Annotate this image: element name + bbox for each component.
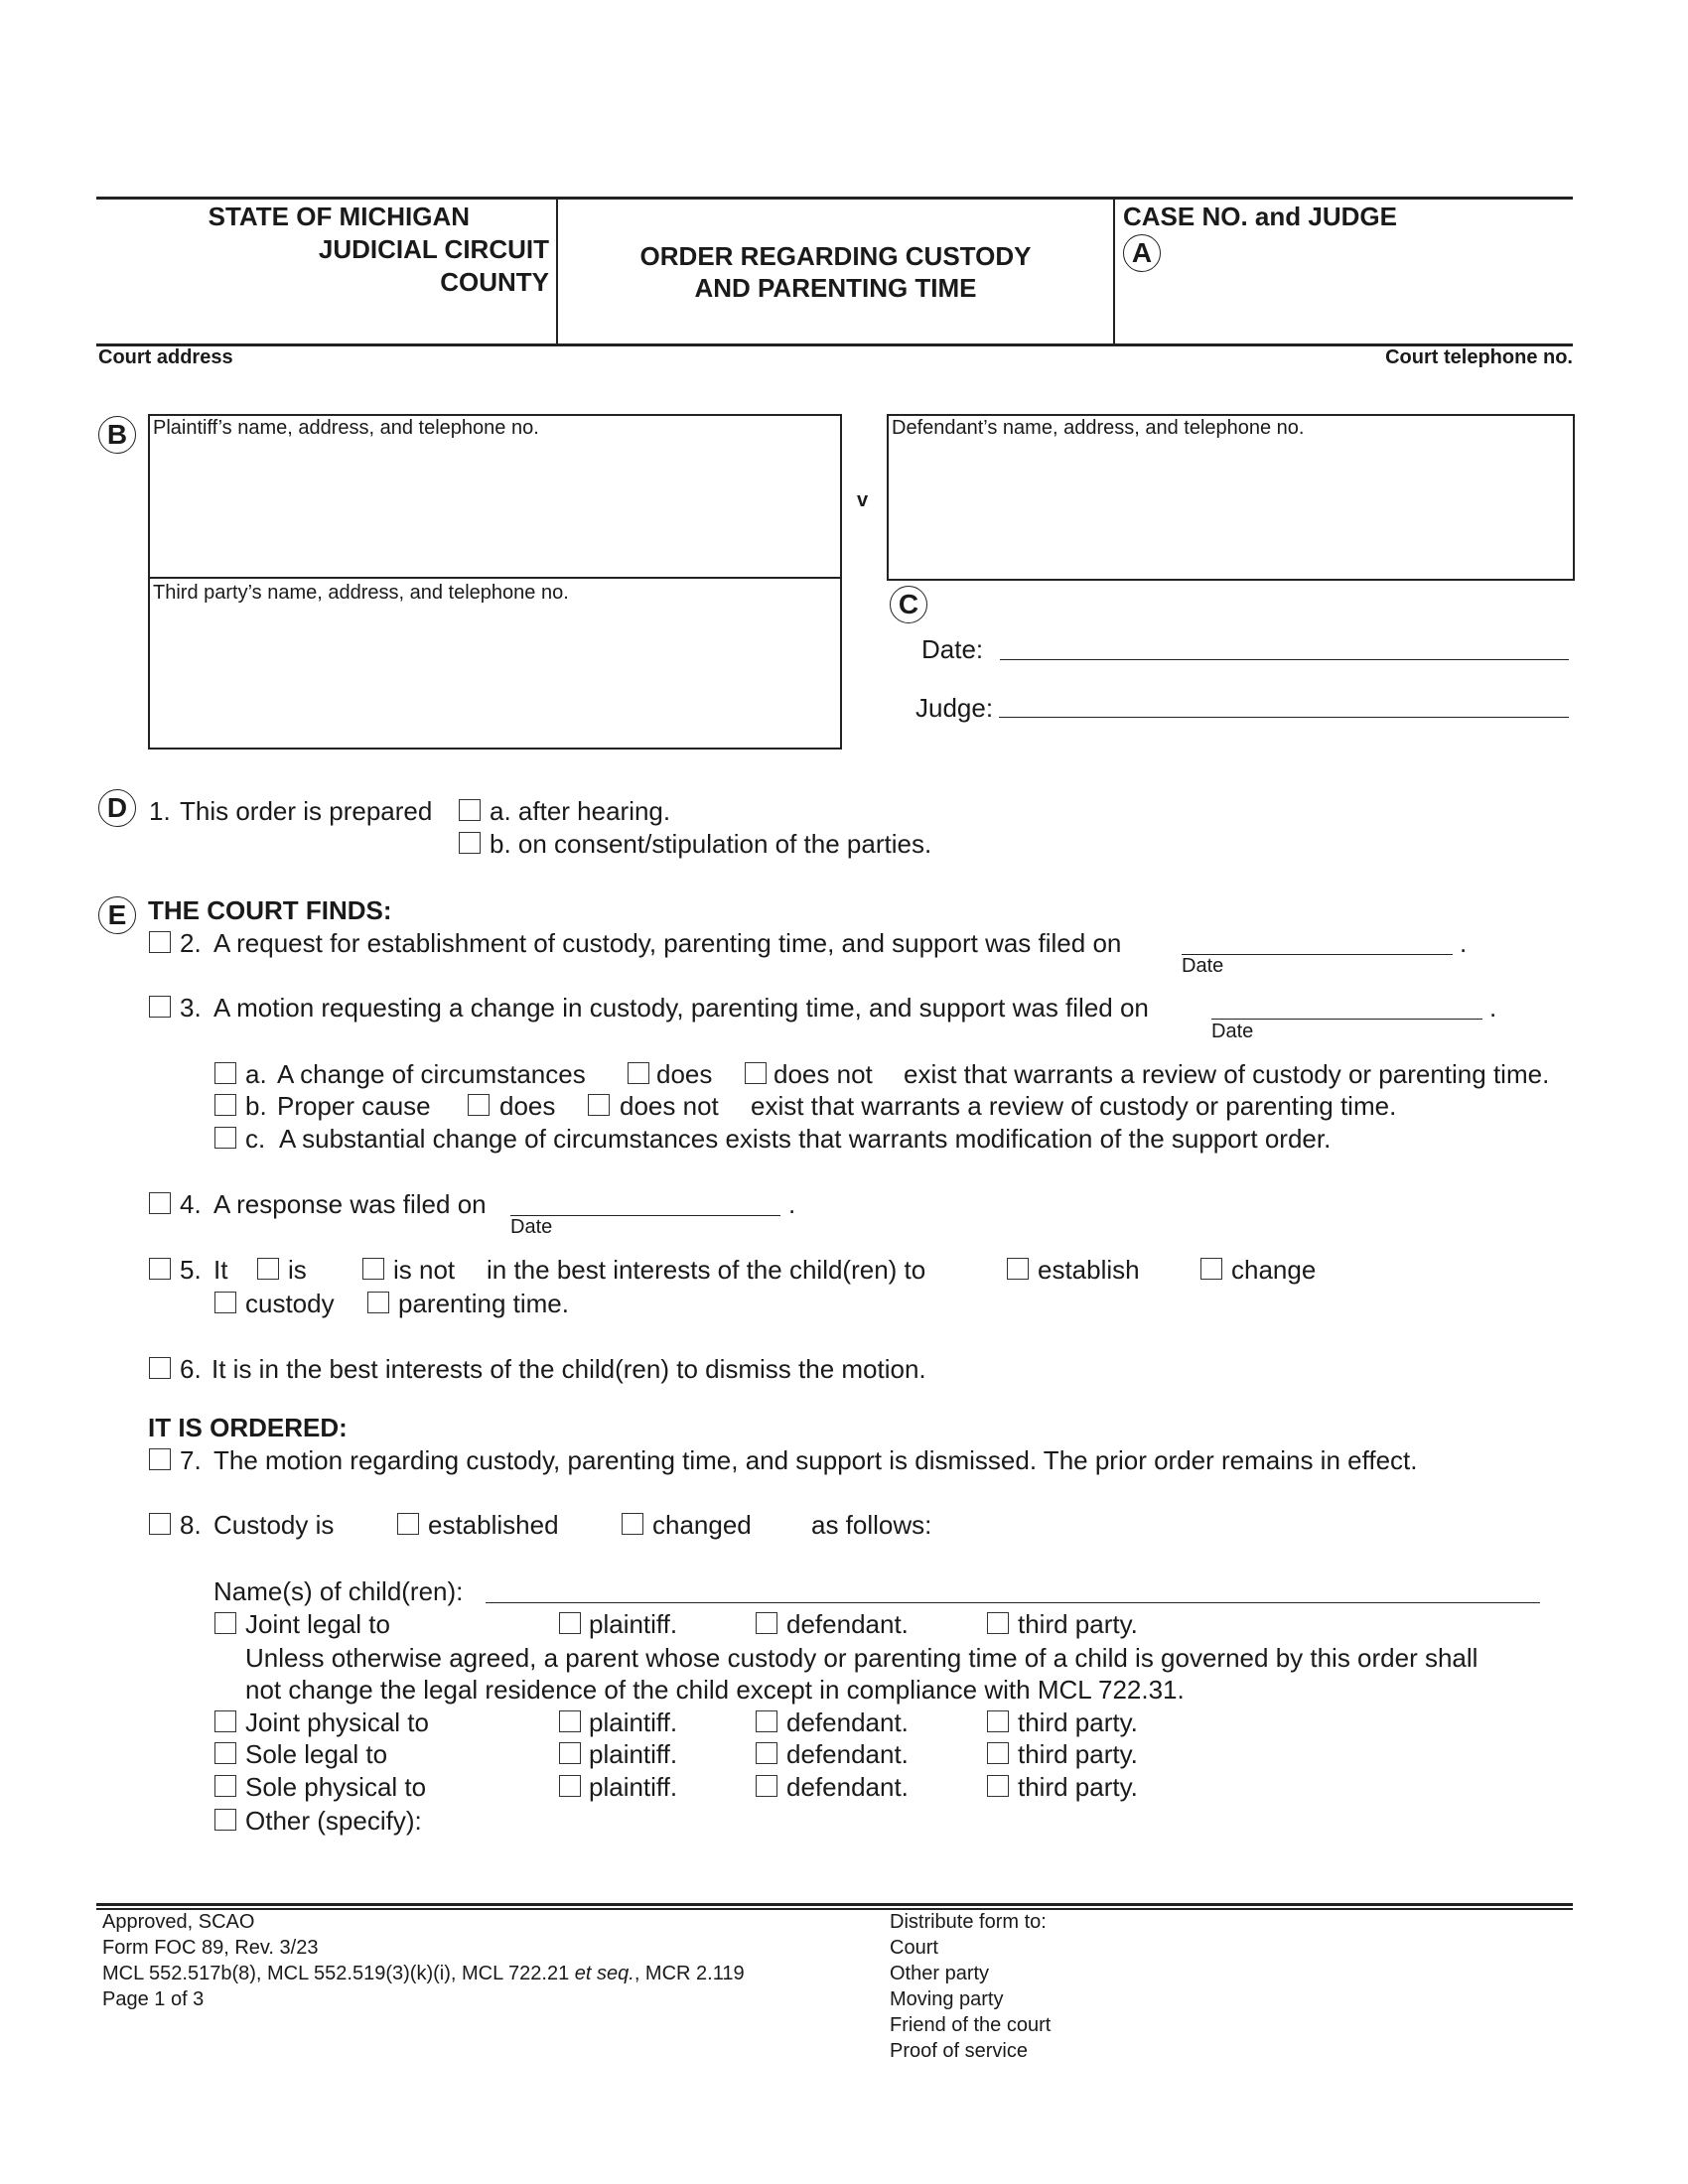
court-address-label: Court address bbox=[98, 346, 233, 368]
custody-checkbox[interactable] bbox=[214, 1292, 236, 1313]
divider bbox=[556, 199, 558, 344]
third-party-checkbox[interactable] bbox=[987, 1612, 1009, 1634]
item-6-text: It is in the best interests of the child(ren) to dismiss the motion. bbox=[211, 1354, 926, 1384]
circuit-label: JUDICIAL CIRCUIT bbox=[318, 234, 549, 264]
third-party-option: third party. bbox=[1018, 1609, 1138, 1639]
third-party-checkbox[interactable] bbox=[987, 1775, 1009, 1797]
as-follows-label: as follows: bbox=[811, 1510, 932, 1540]
period: . bbox=[1460, 928, 1468, 958]
plaintiff-option: plaintiff. bbox=[589, 1739, 678, 1769]
county-label: COUNTY bbox=[440, 267, 549, 297]
item-4-text: A response was filed on bbox=[213, 1189, 487, 1219]
item-4-num: 4. bbox=[180, 1189, 202, 1219]
divider bbox=[1113, 199, 1115, 344]
plaintiff-option: plaintiff. bbox=[589, 1707, 678, 1737]
item-3b-does-not-checkbox[interactable] bbox=[588, 1094, 610, 1116]
item-3a-rest: exist that warrants a review of custody or parenting time. bbox=[904, 1059, 1550, 1089]
date-label: Date: bbox=[921, 634, 984, 664]
item-3-checkbox[interactable] bbox=[149, 996, 171, 1018]
defendant-option: defendant. bbox=[786, 1772, 909, 1802]
custody-type-label: Joint physical to bbox=[245, 1707, 429, 1737]
item-8-num: 8. bbox=[180, 1510, 202, 1540]
establish-label: establish bbox=[1038, 1255, 1140, 1285]
case-no-label: CASE NO. and JUDGE bbox=[1123, 202, 1397, 231]
changed-label: changed bbox=[652, 1510, 752, 1540]
period: . bbox=[1489, 993, 1497, 1023]
plaintiff-checkbox[interactable] bbox=[559, 1612, 581, 1634]
form-title-2: AND PARENTING TIME bbox=[694, 273, 977, 303]
marker-e: E bbox=[98, 896, 136, 934]
item-3a-text: A change of circumstances bbox=[277, 1059, 586, 1089]
item-3b-does-checkbox[interactable] bbox=[468, 1094, 490, 1116]
does-not-label: does not bbox=[774, 1059, 873, 1089]
item-1-text: This order is prepared bbox=[180, 796, 433, 826]
judge-field[interactable] bbox=[999, 717, 1569, 718]
date-caption: Date bbox=[510, 1216, 553, 1238]
defendant-checkbox[interactable] bbox=[756, 1775, 777, 1797]
item-2-checkbox[interactable] bbox=[149, 931, 171, 953]
parenting-time-checkbox[interactable] bbox=[367, 1292, 389, 1313]
footer-rule bbox=[96, 1903, 1573, 1906]
established-label: established bbox=[428, 1510, 559, 1540]
custody-type-checkbox[interactable] bbox=[214, 1775, 236, 1797]
custody-type-label: Sole legal to bbox=[245, 1739, 388, 1769]
parenting-time-label: parenting time. bbox=[398, 1289, 569, 1318]
distribute-label: Distribute form to: bbox=[890, 1911, 1047, 1933]
defendant-option: defendant. bbox=[786, 1609, 909, 1639]
marker-c: C bbox=[890, 586, 927, 623]
item-5-it: It bbox=[213, 1255, 228, 1285]
item-1-num: 1. bbox=[149, 796, 171, 826]
third-party-option: third party. bbox=[1018, 1707, 1138, 1737]
defendant-label: Defendant’s name, address, and telephone no. bbox=[892, 417, 1305, 439]
custody-type-checkbox[interactable] bbox=[214, 1742, 236, 1764]
item-8-text: Custody is bbox=[213, 1510, 335, 1540]
distribution-item: Court bbox=[890, 1937, 938, 1959]
top-rule bbox=[96, 197, 1573, 200]
item-7-checkbox[interactable] bbox=[149, 1448, 171, 1470]
court-rule: , MCR 2.119 bbox=[633, 1963, 745, 1984]
item-6-num: 6. bbox=[180, 1354, 202, 1384]
item-3-text: A motion requesting a change in custody, parenting time, and support was filed on bbox=[213, 993, 1149, 1023]
item-2-num: 2. bbox=[180, 928, 202, 958]
plaintiff-checkbox[interactable] bbox=[559, 1710, 581, 1732]
change-checkbox[interactable] bbox=[1200, 1258, 1222, 1280]
date-caption: Date bbox=[1211, 1021, 1254, 1042]
judge-label: Judge: bbox=[915, 693, 994, 723]
defendant-checkbox[interactable] bbox=[756, 1742, 777, 1764]
item-5-checkbox[interactable] bbox=[149, 1258, 171, 1280]
footer-rule bbox=[96, 1908, 1573, 1910]
item-3a-checkbox[interactable] bbox=[214, 1062, 236, 1084]
item-6-checkbox[interactable] bbox=[149, 1357, 171, 1379]
children-names-field[interactable] bbox=[486, 1602, 1540, 1603]
distribution-item: Other party bbox=[890, 1963, 990, 1984]
distribution-item: Proof of service bbox=[890, 2040, 1028, 2062]
is-not-checkbox[interactable] bbox=[362, 1258, 384, 1280]
defendant-checkbox[interactable] bbox=[756, 1710, 777, 1732]
defendant-checkbox[interactable] bbox=[756, 1612, 777, 1634]
marker-a: A bbox=[1123, 234, 1161, 272]
court-phone-label: Court telephone no. bbox=[1385, 346, 1573, 368]
ordered-heading: IT IS ORDERED: bbox=[148, 1413, 348, 1442]
plaintiff-checkbox[interactable] bbox=[559, 1775, 581, 1797]
date-field[interactable] bbox=[1000, 659, 1569, 660]
other-checkbox[interactable] bbox=[214, 1809, 236, 1831]
statute-refs bbox=[102, 1961, 745, 1986]
header-bottom-rule bbox=[96, 343, 1573, 346]
item-7-num: 7. bbox=[180, 1445, 202, 1475]
distribution-item: Moving party bbox=[890, 1988, 1004, 2010]
item-3c-label: c. bbox=[245, 1124, 266, 1154]
plaintiff-checkbox[interactable] bbox=[559, 1742, 581, 1764]
marker-d: D bbox=[98, 789, 136, 827]
date-caption: Date bbox=[1182, 955, 1224, 977]
item-3b-rest: exist that warrants a review of custody or parenting time. bbox=[751, 1091, 1397, 1121]
is-label: is bbox=[288, 1255, 307, 1285]
third-party-option: third party. bbox=[1018, 1772, 1138, 1802]
change-label: change bbox=[1231, 1255, 1317, 1285]
state-label: STATE OF MICHIGAN bbox=[208, 202, 470, 231]
residence-note: Unless otherwise agreed, a parent whose custody or parenting time of a child is governed by this order shall bbox=[245, 1643, 1478, 1673]
is-not-label: is not bbox=[393, 1255, 456, 1285]
established-checkbox[interactable] bbox=[397, 1513, 419, 1535]
third-party-checkbox[interactable] bbox=[987, 1710, 1009, 1732]
versus-label: v bbox=[857, 489, 869, 511]
item-3b-text: Proper cause bbox=[277, 1091, 431, 1121]
period: . bbox=[788, 1189, 796, 1219]
approved-label: Approved, SCAO bbox=[102, 1911, 255, 1933]
custody-type-checkbox[interactable] bbox=[214, 1612, 236, 1634]
does-label: does bbox=[656, 1059, 713, 1089]
residence-note-2: not change the legal residence of the child except in compliance with MCL 722.31. bbox=[245, 1675, 1185, 1705]
third-party-checkbox[interactable] bbox=[987, 1742, 1009, 1764]
item-2-text: A request for establishment of custody, parenting time, and support was filed on bbox=[213, 928, 1122, 958]
does-label: does bbox=[499, 1091, 556, 1121]
item-5-text: in the best interests of the child(ren) to bbox=[487, 1255, 926, 1285]
defendant-option: defendant. bbox=[786, 1739, 909, 1769]
children-names-label: Name(s) of child(ren): bbox=[213, 1576, 464, 1606]
item-3b-label: b. bbox=[245, 1091, 267, 1121]
third-party-label: Third party’s name, address, and telephone no. bbox=[153, 582, 569, 604]
item-3b-checkbox[interactable] bbox=[214, 1094, 236, 1116]
consent-checkbox[interactable] bbox=[459, 832, 481, 854]
et-seq: et seq. bbox=[574, 1963, 634, 1984]
custody-type-label: Joint legal to bbox=[245, 1609, 390, 1639]
form-number: Form FOC 89, Rev. 3/23 bbox=[102, 1937, 319, 1959]
item-7-text: The motion regarding custody, parenting time, and support is dismissed. The prior order remains in effect. bbox=[213, 1445, 1418, 1475]
item-3c-text: A substantial change of circumstances exists that warrants modification of the support order. bbox=[279, 1124, 1332, 1154]
custody-type-label: Sole physical to bbox=[245, 1772, 427, 1802]
distribution-item: Friend of the court bbox=[890, 2014, 1052, 2036]
item-3a-does-checkbox[interactable] bbox=[628, 1062, 649, 1084]
item-3a-does-not-checkbox[interactable] bbox=[745, 1062, 767, 1084]
third-party-option: third party. bbox=[1018, 1739, 1138, 1769]
court-finds-heading: THE COURT FINDS: bbox=[148, 895, 392, 925]
marker-b: B bbox=[98, 416, 136, 454]
item-5-num: 5. bbox=[180, 1255, 202, 1285]
consent-label: b. on consent/stipulation of the parties. bbox=[490, 829, 932, 859]
custody-label: custody bbox=[245, 1289, 335, 1318]
plaintiff-option: plaintiff. bbox=[589, 1609, 678, 1639]
does-not-label: does not bbox=[620, 1091, 719, 1121]
after-hearing-checkbox[interactable] bbox=[459, 799, 481, 821]
form-title: ORDER REGARDING CUSTODY bbox=[639, 241, 1032, 271]
other-label: Other (specify): bbox=[245, 1806, 422, 1836]
changed-checkbox[interactable] bbox=[622, 1513, 643, 1535]
item-3-num: 3. bbox=[180, 993, 202, 1023]
after-hearing-label: a. after hearing. bbox=[490, 796, 671, 826]
plaintiff-label: Plaintiff’s name, address, and telephone no. bbox=[153, 417, 539, 439]
statutes: MCL 552.517b(8), MCL 552.519(3)(k)(i), MCL 722.21 bbox=[102, 1963, 575, 1984]
item-3a-label: a. bbox=[245, 1059, 267, 1089]
custody-type-checkbox[interactable] bbox=[214, 1710, 236, 1732]
is-checkbox[interactable] bbox=[257, 1258, 279, 1280]
page-number: Page 1 of 3 bbox=[102, 1988, 205, 2010]
item-8-checkbox[interactable] bbox=[149, 1513, 171, 1535]
item-3c-checkbox[interactable] bbox=[214, 1127, 236, 1149]
divider bbox=[148, 577, 840, 579]
defendant-option: defendant. bbox=[786, 1707, 909, 1737]
item-4-checkbox[interactable] bbox=[149, 1192, 171, 1214]
plaintiff-option: plaintiff. bbox=[589, 1772, 678, 1802]
establish-checkbox[interactable] bbox=[1007, 1258, 1029, 1280]
